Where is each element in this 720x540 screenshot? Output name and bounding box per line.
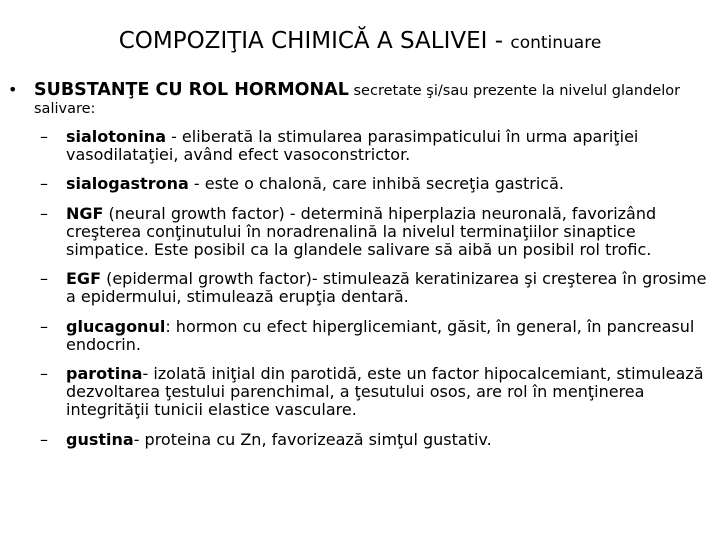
- item-text: (epidermal growth factor)- stimulează keratinizarea şi creşterea în grosime a epidermului, stimulează erupţia dentară.: [66, 269, 707, 307]
- title-separator: -: [487, 28, 511, 54]
- item-text: - eliberată la stimularea parasimpaticului în urma apariţiei vasodilataţiei, având efect vasoconstrictor.: [66, 127, 639, 165]
- list-item: [40, 205, 708, 260]
- dash-icon: –: [40, 316, 48, 336]
- title-main: COMPOZIŢIA CHIMICĂ A SALIVEI: [118, 28, 488, 54]
- hormone-list: [40, 128, 708, 460]
- list-item: [40, 128, 708, 164]
- item-text: - este o chalonă, care inhibă secreţia gastrică.: [188, 174, 564, 194]
- dash-icon: –: [40, 127, 48, 146]
- dash-icon: –: [40, 203, 48, 223]
- list-item: [40, 365, 708, 420]
- item-term: sialotonina: [66, 127, 166, 146]
- main-bullet-heading: SUBSTANŢE CU ROL HORMONAL: [34, 80, 349, 100]
- list-item: [40, 175, 708, 193]
- item-term: gustina: [66, 429, 134, 449]
- title-continuation: continuare: [510, 33, 602, 53]
- list-item: [40, 270, 708, 306]
- item-term: parotina: [66, 364, 143, 384]
- item-text: (neural growth factor) - determină hiperplazia neuronală, favorizând creşterea conţinutului în noradrenalină la nivelul terminaţiilor sinaptice simpatice. Este posibil ca la glandele salivare să aibă un posibil rol trofic.: [66, 203, 657, 260]
- item-term: EGF: [66, 269, 101, 289]
- main-bullet-text: [34, 81, 708, 118]
- dash-icon: –: [40, 174, 48, 194]
- item-text: : hormon cu efect hiperglicemiant, găsit, în general, în pancreasul endocrin.: [66, 316, 695, 354]
- list-item: [40, 431, 708, 449]
- item-term: NGF: [66, 203, 104, 223]
- dash-icon: –: [40, 269, 48, 289]
- dash-icon: –: [40, 364, 48, 384]
- list-item: [40, 318, 708, 354]
- item-text: - izolată iniţial din parotidă, este un factor hipocalcemiant, stimulează dezvoltarea ţestului parenchimal, a ţesutului osos, are rol în menţinerea integrităţii tunicii elastice vasculare.: [66, 364, 704, 420]
- main-bullet-rest: secretate şi/sau prezente la nivelul glandelor salivare:: [34, 83, 681, 117]
- main-bullet: [8, 81, 708, 118]
- item-text: - proteina cu Zn, favorizează simţul gustativ.: [133, 429, 492, 449]
- slide-title: [0, 26, 720, 58]
- bullet-dot-icon: •: [8, 80, 18, 99]
- dash-icon: –: [40, 429, 48, 449]
- item-term: sialogastrona: [66, 174, 189, 194]
- item-term: glucagonul: [66, 316, 166, 336]
